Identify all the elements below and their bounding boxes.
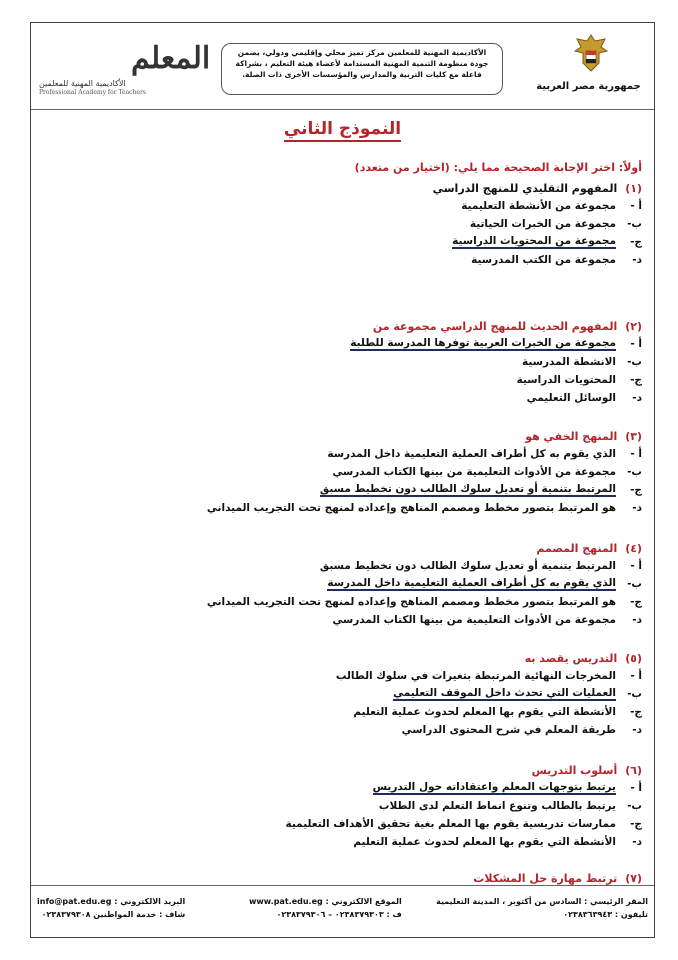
question-number: (٤) bbox=[625, 541, 642, 555]
question-1 bbox=[42, 179, 642, 269]
option-letter: د- bbox=[632, 724, 642, 736]
option-letter: ب- bbox=[627, 356, 642, 368]
option-letter: أ - bbox=[630, 670, 642, 682]
option-letter: د- bbox=[632, 254, 642, 266]
question-number: (٧) bbox=[625, 871, 642, 885]
option-letter: ج- bbox=[630, 236, 642, 248]
mission-line: جودة منظومة التنمية المهنية المستدامة لأعضاء هيئة التعليم ، بشراكة bbox=[235, 59, 489, 68]
page-frame bbox=[30, 22, 655, 938]
option-letter: أ - bbox=[630, 338, 642, 350]
option-text: المخرجات النهائية المرتبطة بتغيرات في سلوك الطالب bbox=[335, 670, 616, 682]
option-letter: ب- bbox=[627, 578, 642, 590]
option-letter: ب- bbox=[627, 688, 642, 700]
mission-line: الأكاديمية المهنية للمعلمين مركز تميز محلي وإقليمي ودولي، يضمن bbox=[237, 48, 487, 57]
option-text: مجموعة من الأنشطة التعليمية bbox=[461, 200, 616, 212]
question-text: أسلوب التدريس bbox=[531, 763, 618, 777]
header-divider bbox=[31, 109, 654, 110]
question-number: (٢) bbox=[625, 319, 642, 333]
question-text: المنهج الخفي هو bbox=[525, 429, 618, 443]
option-letter: ج- bbox=[630, 374, 642, 386]
option-letter: ج- bbox=[630, 484, 642, 496]
option-text: الانشطة المدرسية bbox=[522, 356, 616, 368]
option-text: المرتبط بتنمية أو تعديل سلوك الطالب دون تخطيط مسبق bbox=[319, 560, 616, 572]
question-text: المنهج المصمم bbox=[536, 541, 618, 555]
question-number: (٣) bbox=[625, 429, 642, 443]
question-6 bbox=[42, 761, 642, 851]
footer bbox=[31, 889, 654, 937]
question-number: (٦) bbox=[625, 763, 642, 777]
option-text: مجموعة من الأدوات التعليمية من بينها الكتاب المدرسي bbox=[332, 614, 616, 626]
question-5 bbox=[42, 649, 642, 739]
correct-option-text: الذي يقوم به كل أطراف العملية التعليمية داخل المدرسة bbox=[327, 577, 616, 589]
option-text: مجموعة من الأدوات التعليمية من بينها الكتاب المدرسي bbox=[332, 466, 616, 478]
option-letter: ج- bbox=[630, 596, 642, 608]
option-text: يرتبط بالطالب وتنوع انماط التعلم لدى الطلاب bbox=[378, 800, 616, 812]
question-text: المفهوم التقليدي للمنهج الدراسي bbox=[432, 181, 618, 195]
footer-address: المقر الرئيسي : السادس من أكتوبر ، المدينة التعليمية bbox=[436, 897, 648, 906]
question-2 bbox=[42, 317, 642, 407]
academy-name-en: Professional Academy for Teachers bbox=[39, 89, 146, 96]
footer-email-block bbox=[37, 895, 185, 921]
question-number: (١) bbox=[625, 181, 642, 195]
question-number: (٥) bbox=[625, 651, 642, 665]
option-text: الذي يقوم به كل أطراف العملية التعليمية داخل المدرسة bbox=[327, 448, 616, 460]
question-text: المفهوم الحديث للمنهج الدراسي مجموعة من bbox=[372, 319, 618, 333]
footer-email: البريد الالكتروني : info@pat.edu.eg bbox=[37, 897, 186, 906]
footer-divider bbox=[31, 885, 654, 886]
question-text: التدريس يقصد به bbox=[524, 651, 618, 665]
footer-address-block bbox=[436, 895, 648, 921]
option-letter: ب- bbox=[627, 466, 642, 478]
academy-logo bbox=[39, 41, 211, 101]
question-4 bbox=[42, 539, 642, 629]
option-letter: أ - bbox=[630, 560, 642, 572]
option-letter: د- bbox=[632, 502, 642, 514]
option-text: مجموعة من الكتب المدرسية bbox=[471, 254, 616, 266]
country-name: جمهورية مصر العربية bbox=[536, 81, 641, 92]
option-letter: ج- bbox=[630, 818, 642, 830]
letterhead bbox=[31, 23, 654, 111]
footer-website: الموقع الالكتروني : www.pat.edu.eg bbox=[249, 897, 402, 906]
page-title bbox=[31, 119, 654, 139]
mission-statement-box bbox=[221, 43, 503, 95]
option-letter: أ - bbox=[630, 448, 642, 460]
option-letter: د- bbox=[632, 836, 642, 848]
correct-option-text: مجموعة من المحتويات الدراسية bbox=[452, 235, 616, 247]
question-text: ترتبط مهارة حل المشكلات bbox=[473, 871, 618, 885]
option-letter: ج- bbox=[630, 706, 642, 718]
option-text: هو المرتبط بتصور مخطط ومصمم المناهج وإعداده لمنهج تحت التجريب الميداني bbox=[206, 596, 616, 608]
option-text: هو المرتبط بتصور مخطط ومصمم المناهج وإعداده لمنهج تحت التجريب الميداني bbox=[206, 502, 616, 514]
option-letter: أ - bbox=[630, 782, 642, 794]
footer-fax: ف : ٠٢٣٨٣٧٩٣٠٣ – ٠٢٣٨٣٧٩٣٠٦ bbox=[276, 910, 402, 919]
footer-phone: تليفون : ٠٢٣٨٣٦٣٩٤٣ bbox=[563, 910, 648, 919]
option-letter: ب- bbox=[627, 218, 642, 230]
question-3 bbox=[42, 427, 642, 517]
correct-option-text: يرتبط بتوجهات المعلم واعتقاداته حول التدريس bbox=[372, 781, 616, 793]
option-letter: ب- bbox=[627, 800, 642, 812]
option-letter: د- bbox=[632, 392, 642, 404]
option-text: الأنشطة التي يقوم بها المعلم لحدوث عملية التعليم bbox=[353, 836, 616, 848]
page-title-text: النموذج الثاني bbox=[284, 119, 401, 142]
option-letter: د- bbox=[632, 614, 642, 626]
section-instructions: أولاً: اختر الإجابة الصحيحة مما يلي: (اختيار من متعدد) bbox=[354, 161, 642, 174]
eagle-emblem-icon bbox=[571, 31, 611, 75]
option-text: ممارسات تدريسية يقوم بها المعلم بغية تحقيق الأهداف التعليمية bbox=[285, 818, 616, 830]
footer-web-block bbox=[249, 895, 402, 921]
option-text: مجموعة من الخبرات الحياتية bbox=[469, 218, 616, 230]
option-text: المحتويات الدراسية bbox=[516, 374, 616, 386]
academy-logo-mark: المعلم bbox=[131, 41, 211, 76]
option-text: الوسائل التعليمي bbox=[526, 392, 616, 404]
footer-hotline: شاف : خدمة المواطنين ٠٢٣٨٣٧٩٣٠٨ bbox=[41, 910, 186, 919]
option-letter: أ - bbox=[630, 200, 642, 212]
correct-option-text: العمليات التي تحدث داخل الموقف التعليمي bbox=[393, 687, 616, 699]
option-text: طريقة المعلم في شرح المحتوى الدراسي bbox=[401, 724, 616, 736]
correct-option-text: مجموعة من الخبرات العربية توفرها المدرسة للطلبة bbox=[350, 337, 616, 349]
mission-line: فاعلة مع كليات التربية والمدارس والمؤسسات الأخرى ذات الصلة. bbox=[242, 70, 482, 79]
academy-name-ar: الأكاديمية المهنية للمعلمين bbox=[39, 79, 126, 88]
option-text: الأنشطة التي يقوم بها المعلم لحدوث عملية التعليم bbox=[353, 706, 616, 718]
correct-option-text: المرتبط بتنمية أو تعديل سلوك الطالب دون تخطيط مسبق bbox=[319, 483, 616, 495]
